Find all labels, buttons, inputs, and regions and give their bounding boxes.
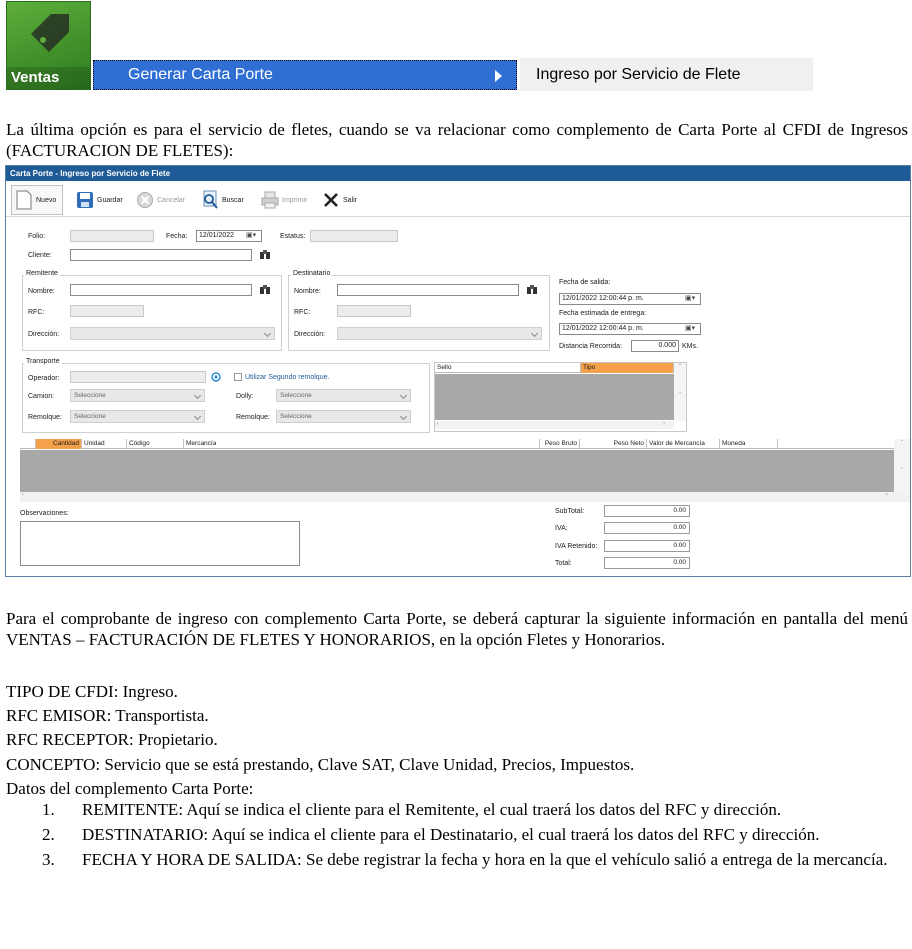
mercancia-column-header[interactable]: Mercancía xyxy=(184,439,540,449)
subtotal-value: 0.00 xyxy=(604,505,690,517)
sello-horizontal-scrollbar[interactable]: ‹ › xyxy=(435,421,674,429)
distancia-label: Distancia Recorrida: xyxy=(559,343,623,350)
new-document-icon xyxy=(15,190,33,210)
remitente-direccion-label: Dirección: xyxy=(28,331,60,338)
fecha-entrega-label: Fecha estimada de entrega: xyxy=(559,310,647,317)
sello-vertical-scrollbar[interactable]: ⌃ ⌄ xyxy=(674,363,686,421)
binoculars-icon[interactable] xyxy=(259,284,271,295)
valor-mercancia-column-header[interactable]: Valor de Mercancía xyxy=(647,439,720,449)
remolque2-select[interactable]: Seleccione xyxy=(276,410,411,423)
toolbar xyxy=(6,181,910,217)
list-item xyxy=(42,799,908,820)
moneda-column-header[interactable]: Moneda xyxy=(720,439,778,449)
iva-retenido-label: IVA Retenido: xyxy=(555,543,598,550)
ventas-menu-tile[interactable] xyxy=(6,1,91,90)
sello-column-header[interactable]: Sello xyxy=(435,363,581,373)
salir-button[interactable] xyxy=(322,187,357,213)
body-line-rfc-emisor: RFC EMISOR: Transportista. xyxy=(6,706,209,725)
nuevo-label: Nuevo xyxy=(36,196,57,204)
remitente-rfc-label: RFC: xyxy=(28,309,45,316)
destinatario-nombre-input[interactable] xyxy=(337,284,519,296)
fecha-salida-label: Fecha de salida: xyxy=(559,279,611,286)
folio-input[interactable] xyxy=(70,230,154,242)
fecha-value: 12/01/2022 xyxy=(199,232,235,239)
destinatario-rfc-input xyxy=(337,305,411,317)
window-title: Carta Porte - Ingreso por Servicio de Flete xyxy=(6,166,910,181)
estatus-label: Estatus: xyxy=(280,233,306,240)
codigo-column-header[interactable]: Código xyxy=(127,439,184,449)
list-number: 1. xyxy=(42,800,55,819)
cancel-icon xyxy=(136,190,154,210)
list-item xyxy=(42,849,908,870)
list-number: 2. xyxy=(42,825,55,844)
price-tag-icon xyxy=(29,10,73,54)
segundo-remolque-label: Utilizar Segundo remolque. xyxy=(245,374,330,381)
calendar-dropdown-icon: ▣▾ xyxy=(246,232,257,239)
destinatario-rfc-label: RFC: xyxy=(294,309,311,316)
steps-list xyxy=(42,799,908,874)
fecha-label: Fecha: xyxy=(166,233,188,240)
imprimir-label: Imprimir xyxy=(282,196,308,204)
remolque2-label: Remolque: xyxy=(236,414,270,421)
fecha-entrega-value: 12/01/2022 12:00:44 p. m. xyxy=(562,325,644,332)
segundo-remolque-checkbox[interactable] xyxy=(234,373,242,381)
remolque-select[interactable]: Seleccione xyxy=(70,410,205,423)
fecha-entrega-picker[interactable] xyxy=(559,323,701,335)
operador-label: Operador: xyxy=(28,375,60,382)
buscar-label: Buscar xyxy=(222,196,244,204)
submenu-arrow-icon xyxy=(495,70,502,82)
ventas-label: Ventas xyxy=(7,67,90,89)
list-item-text: DESTINATARIO: Aquí se indica el cliente para el Destinatario, el cual traerá los datos del RFC y dirección. xyxy=(82,825,820,844)
list-item-text: REMITENTE: Aquí se indica el cliente para el Remitente, el cual traerá los datos del RFC y dirección. xyxy=(82,800,782,819)
distancia-input[interactable]: 0.000 xyxy=(631,340,679,352)
destinatario-direccion-select[interactable] xyxy=(337,327,542,340)
cantidad-column-header[interactable]: Cantidad xyxy=(36,439,82,449)
subtotal-label: SubTotal: xyxy=(555,508,585,515)
imprimir-button[interactable] xyxy=(261,187,307,213)
menu-item-generar-carta-porte[interactable] xyxy=(93,60,517,90)
mercancias-grid-body xyxy=(20,450,894,492)
salir-label: Salir xyxy=(343,196,358,204)
observaciones-label: Observaciones: xyxy=(20,510,69,517)
transporte-group-title: Transporte xyxy=(26,358,60,365)
list-item-text: FECHA Y HORA DE SALIDA: Se debe registrar la fecha y hora en la que el vehículo salió a entrega de la mercancía. xyxy=(82,850,888,869)
sello-grid[interactable] xyxy=(434,362,687,432)
remolque-label: Remolque: xyxy=(28,414,62,421)
buscar-button[interactable] xyxy=(201,187,244,213)
cliente-input[interactable] xyxy=(70,249,252,261)
cliente-label: Cliente: xyxy=(28,252,52,259)
submenu-item-ingreso-servicio-flete[interactable]: Ingreso por Servicio de Flete xyxy=(520,58,813,91)
dolly-select[interactable]: Seleccione xyxy=(276,389,411,402)
carta-porte-window xyxy=(5,165,911,577)
total-label: Total: xyxy=(555,560,572,567)
save-icon xyxy=(76,190,94,210)
iva-label: IVA: xyxy=(555,525,568,532)
peso-bruto-column-header[interactable]: Peso Bruto xyxy=(540,439,580,449)
camion-label: Camion: xyxy=(28,393,55,400)
search-icon xyxy=(201,190,219,210)
mercancias-grid-header xyxy=(20,439,894,449)
printer-icon xyxy=(261,190,279,210)
peso-neto-column-header[interactable]: Peso Neto xyxy=(580,439,647,449)
destinatario-direccion-label: Dirección: xyxy=(294,331,326,338)
distancia-unit: KMs. xyxy=(682,343,698,350)
remitente-nombre-input[interactable] xyxy=(70,284,252,296)
fecha-salida-value: 12/01/2022 12:00:44 p. m. xyxy=(562,295,644,302)
mercancias-grid[interactable] xyxy=(20,439,910,503)
body-line-concepto: CONCEPTO: Servicio que se está prestando, Clave SAT, Clave Unidad, Precios, Impuestos. xyxy=(6,755,635,774)
dolly-label: Dolly: xyxy=(236,393,254,400)
destinatario-group-title: Destinatario xyxy=(293,270,331,277)
body-paragraph-1: Para el comprobante de ingreso con complemento Carta Porte, se deberá capturar la siguiente información en pantalla del menú VENTAS – FACTURACIÓN DE FLETES Y HONORARIOS, en la opción Fletes y Honorarios. xyxy=(6,609,908,649)
observaciones-textarea[interactable] xyxy=(20,521,300,566)
list-number: 3. xyxy=(42,850,55,869)
sello-grid-header xyxy=(435,363,674,373)
binoculars-icon[interactable] xyxy=(526,284,538,295)
body-line-rfc-receptor: RFC RECEPTOR: Propietario. xyxy=(6,730,218,749)
remitente-direccion-select[interactable] xyxy=(70,327,275,340)
cancelar-label: Cancelar xyxy=(157,196,186,204)
camion-select[interactable]: Seleccione xyxy=(70,389,205,402)
operador-input xyxy=(70,371,206,383)
folio-label: Folio: xyxy=(28,233,46,240)
fecha-salida-picker[interactable] xyxy=(559,293,701,305)
search-circle-icon[interactable] xyxy=(211,372,221,382)
iva-value: 0.00 xyxy=(604,522,690,534)
remitente-group-title: Remitente xyxy=(26,270,58,277)
total-value: 0.00 xyxy=(604,557,690,569)
fecha-picker[interactable] xyxy=(196,230,262,242)
body-line-datos-complemento: Datos del complemento Carta Porte: xyxy=(6,779,254,798)
estatus-input xyxy=(310,230,398,242)
nuevo-button[interactable] xyxy=(11,185,63,215)
iva-retenido-value: 0.00 xyxy=(604,540,690,552)
intro-paragraph: La última opción es para el servicio de fletes, cuando se va relacionar como complemento de Carta Porte al CFDI de Ingresos (FACTURACION DE FLETES): xyxy=(6,120,908,160)
mercancias-vertical-scrollbar[interactable]: ⌃ ⌄ xyxy=(894,439,910,492)
cancelar-button[interactable] xyxy=(136,187,185,213)
sello-grid-body xyxy=(435,374,674,420)
guardar-button[interactable] xyxy=(76,187,123,213)
calendar-dropdown-icon: ▣▾ xyxy=(685,295,696,302)
unidad-column-header[interactable]: Unidad xyxy=(82,439,127,449)
calendar-dropdown-icon: ▣▾ xyxy=(685,325,696,332)
close-icon xyxy=(322,190,340,210)
tipo-column-header[interactable]: Tipo xyxy=(581,363,674,373)
list-item xyxy=(42,824,908,845)
destinatario-nombre-label: Nombre: xyxy=(294,288,321,295)
mercancias-horizontal-scrollbar[interactable]: ‹ › xyxy=(20,492,910,502)
remitente-nombre-label: Nombre: xyxy=(28,288,55,295)
menu-item-label: Generar Carta Porte xyxy=(128,66,273,83)
remitente-rfc-input xyxy=(70,305,144,317)
guardar-label: Guardar xyxy=(97,196,123,204)
body-line-tipo-cfdi: TIPO DE CFDI: Ingreso. xyxy=(6,682,178,701)
row-selector-header xyxy=(20,439,36,449)
binoculars-icon[interactable] xyxy=(259,249,271,260)
